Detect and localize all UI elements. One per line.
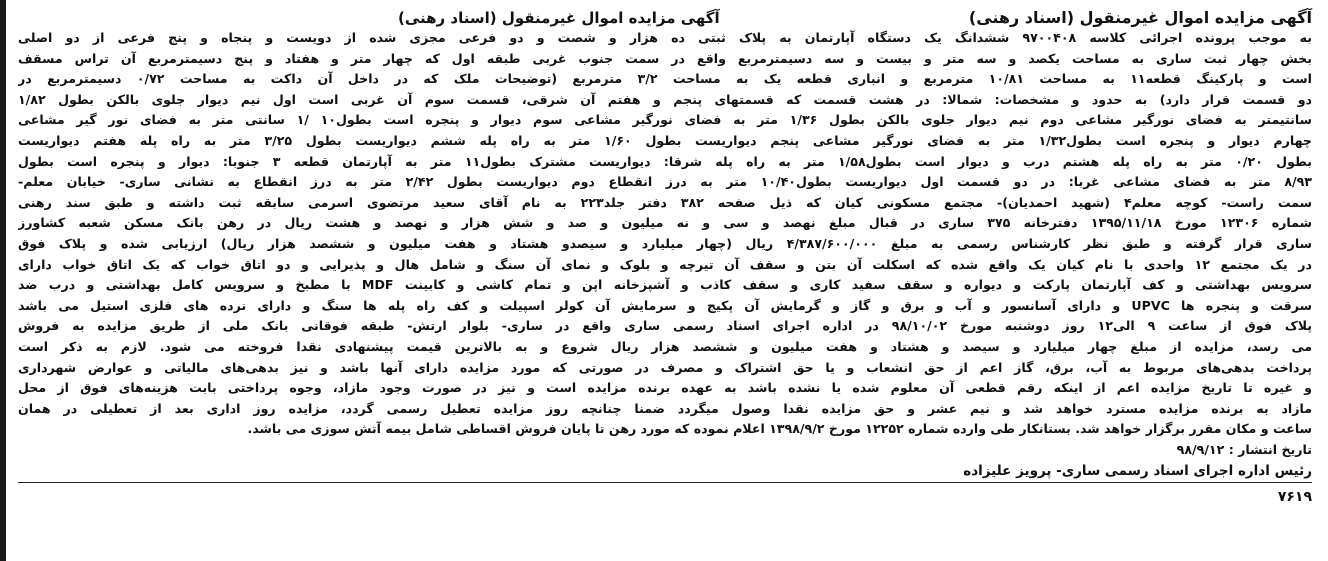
body-line: سانتیمتر به فضای نورگیر مشاعی دوم نیم دیوار جلوی بالکن بطول ۱/۳۶ متر به فضای نورگیر مشاعی سوم دیوار و پنجره است بطول۱۰ /۱ سانتی متر به فضای نور گیر مشاعی [18,112,1312,128]
notice-code: ۷۶۱۹ [1277,489,1312,506]
body-line: مازاد به برنده مزایده مسترد خواهد شد و نیم عشر و حق مزایده نقدا وصول میگردد ضمنا چنانچه روز مزایده تعطیل رسمی گردد، مزایده روز اداری بعد از تعطیلی در همان [18,400,1312,416]
signature-row [18,460,1312,483]
notice-body [18,28,1312,440]
notice-title-repeat: آگهی مزایده اموال غیرمنقول (اسناد رهنی) [398,9,720,27]
publish-date: تاریخ انتشار : ۹۸/۹/۱۲ [1176,441,1312,457]
body-line: پلاک فوق از ساعت ۹ الی۱۲ روز دوشنبه مورخ ۹۸/۱۰/۰۲ در اداره اجرای اسناد رسمی ساری واقع در ساری- بلوار ارتش- طبقه فوقانی بانک ملی از طریق مزایده به فروش [18,318,1312,334]
body-line: بطول ۰/۲۰ متر به راه پله هشتم درب و دیوار است بطول۱/۵۸ متر به راه پله شرقا: دیواریست مشترک بطول۱۱ متر به آپارتمان قطعه ۳ جنوبا: دیوار و پنجره است بطول [18,153,1312,169]
body-line: ساری قرار گرفته و طبق نظر کارشناس رسمی به مبلغ ۴/۳۸۷/۶۰۰/۰۰۰ ریال (چهار میلیارد و سیصدو هشتاد و هفت میلیون و ششصد هزار ریال) ارزیابی شده و پلاک فوق [18,235,1312,251]
scan-edge-bar [0,0,6,561]
signature: رئیس اداره اجرای اسناد رسمی ساری- پرویز علیزاده [963,463,1312,480]
body-line: سمت راست- کوچه معلم۴ (شهید احمدیان)- مجتمع مسکونی کیان که ذیل صفحه ۳۸۲ دفتر جلد۲۲۳ به نام آقای سعید مرتضوی اسرمی سابقه ثبت داشته و طبق سند رهنی [18,194,1312,210]
body-line: پرداخت بدهی‌های مربوط به آب، برق، گاز اعم از حق انشعاب و یا حق اشتراک و مصرف در صورتی که مورد مزایده دارای آنها باشد و نیز بدهی‌های مالیاتی و عوارض شهرداری [18,359,1312,375]
body-line: می رسد، مزایده از مبلغ چهار میلیارد و سیصد و هشتاد و هفت میلیون و ششصد هزار ریال شروع و به بالاترین قیمت پیشنهادی نقدا فروخته می شود. لازم به ذکر است [18,338,1312,354]
notice-title: آگهی مزایده اموال غیرمنقول (اسناد رهنی) [968,8,1312,27]
body-line: به موجب پرونده اجرائی کلاسه ۹۷۰۰۴۰۸ ششدانگ یک دستگاه آپارتمان به پلاک ثبتی ده هزار و شصت و دو فرعی مجزی شده از دویست و پنجاه و پنج فرعی از دو اصلی [18,30,1312,45]
body-line: است و پارکینگ قطعه۱۱ به مساحت ۱۰/۸۱ مترمربع و انباری قطعه یک به مساحت ۳/۲ مترمربع (توضیحات ملک که در داخل آن داکت به مساحت ۰/۷۲ دسیمترمربع در [18,71,1312,87]
body-line: و غیره تا تاریخ مزایده اعم از اینکه رقم قطعی آن معلوم شده یا نشده باشد به عهده برنده مزایده است و نیز در صورت وجود مازاد، وجوه پرداختی بابت هزینه‌های فوق از محل [18,380,1312,396]
body-line: ساعت و مکان مقرر برگزار خواهد شد. بستانکار طی وارده شماره ۱۲۲۵۲ مورخ ۱۳۹۸/۹/۲ اعلام نموده که مورد رهن تا پایان فروش اقساطی شامل بیمه آتش سوزی می باشد. [247,421,1312,437]
body-line: در یک مجتمع ۱۲ واحدی با نام کیان یک واقع شده که اسکلت آن بتن و سقف آن تیرچه و بلوک و نمای آن سنگ و شامل هال و پذیرایی و دو اتاق خواب که یک اتاق خواب دارای [18,256,1312,272]
body-line: دو قسمت قرار دارد) به حدود و مشخصات: شمالا: در هشت قسمت که قسمتهای پنجم و هفتم آن شرقی، قسمت سوم آن غربی است اول نیم دیوار جلوی بالکن بطول ۱/۸۲ [18,91,1312,107]
body-line: بخش چهار ثبت ساری به مساحت یکصد و سه متر و بیست و سه دسیمترمربع واقع در سمت جنوب غربی طبقه اول که چهار متر و هفتاد و پنج دسیمترمربع آن تراس مسقف [18,50,1312,66]
body-line: ۸/۹۳ متر به فضای مشاعی غربا: در دو قسمت اول دیواریست بطول۱۰/۴۰ متر به درز انقطاع دوم دیواریست بطول ۲/۴۲ متر به درز انقطاع به نشانی ساری- خیابان معلم- [18,174,1312,190]
body-line: شماره ۱۲۳۰۶ مورخ ۱۳۹۵/۱۱/۱۸ دفترخانه ۳۷۵ ساری در قبال مبلغ نهصد و سی و نه میلیون و صد و شش هزار و نهصد و هشت ریال در رهن بانک مسکن شعبه کشاورز [18,215,1312,231]
body-line: سرویس بهداشتی و کف آپارتمان پارکت و دیواره و سقف سفید کاری و سقف کاذب و آشپزخانه اپن و تمام کاشی و کابینت MDF با مطبخ و سرویس کامل بهداشتی و درب ضد [18,277,1312,293]
body-line: سرقت و پنجره ها UPVC و دارای آسانسور و آب و برق و گاز و گرمایش آن پکیج و سرمایش آن کولر اسپیلت و کف راه پله ها سنگ و دارای نرده های فلزی استیل می باشد [18,297,1312,313]
body-line: چهارم دیوار و پنجره است بطول۱/۳۲ متر به فضای نورگیر مشاعی پنجم دیواریست بطول ۱/۶۰ متر به راه پله ششم دیواریست بطول ۳/۲۵ متر به راه پله هفتم دیواریست [18,132,1312,148]
notice-header [18,8,1312,28]
